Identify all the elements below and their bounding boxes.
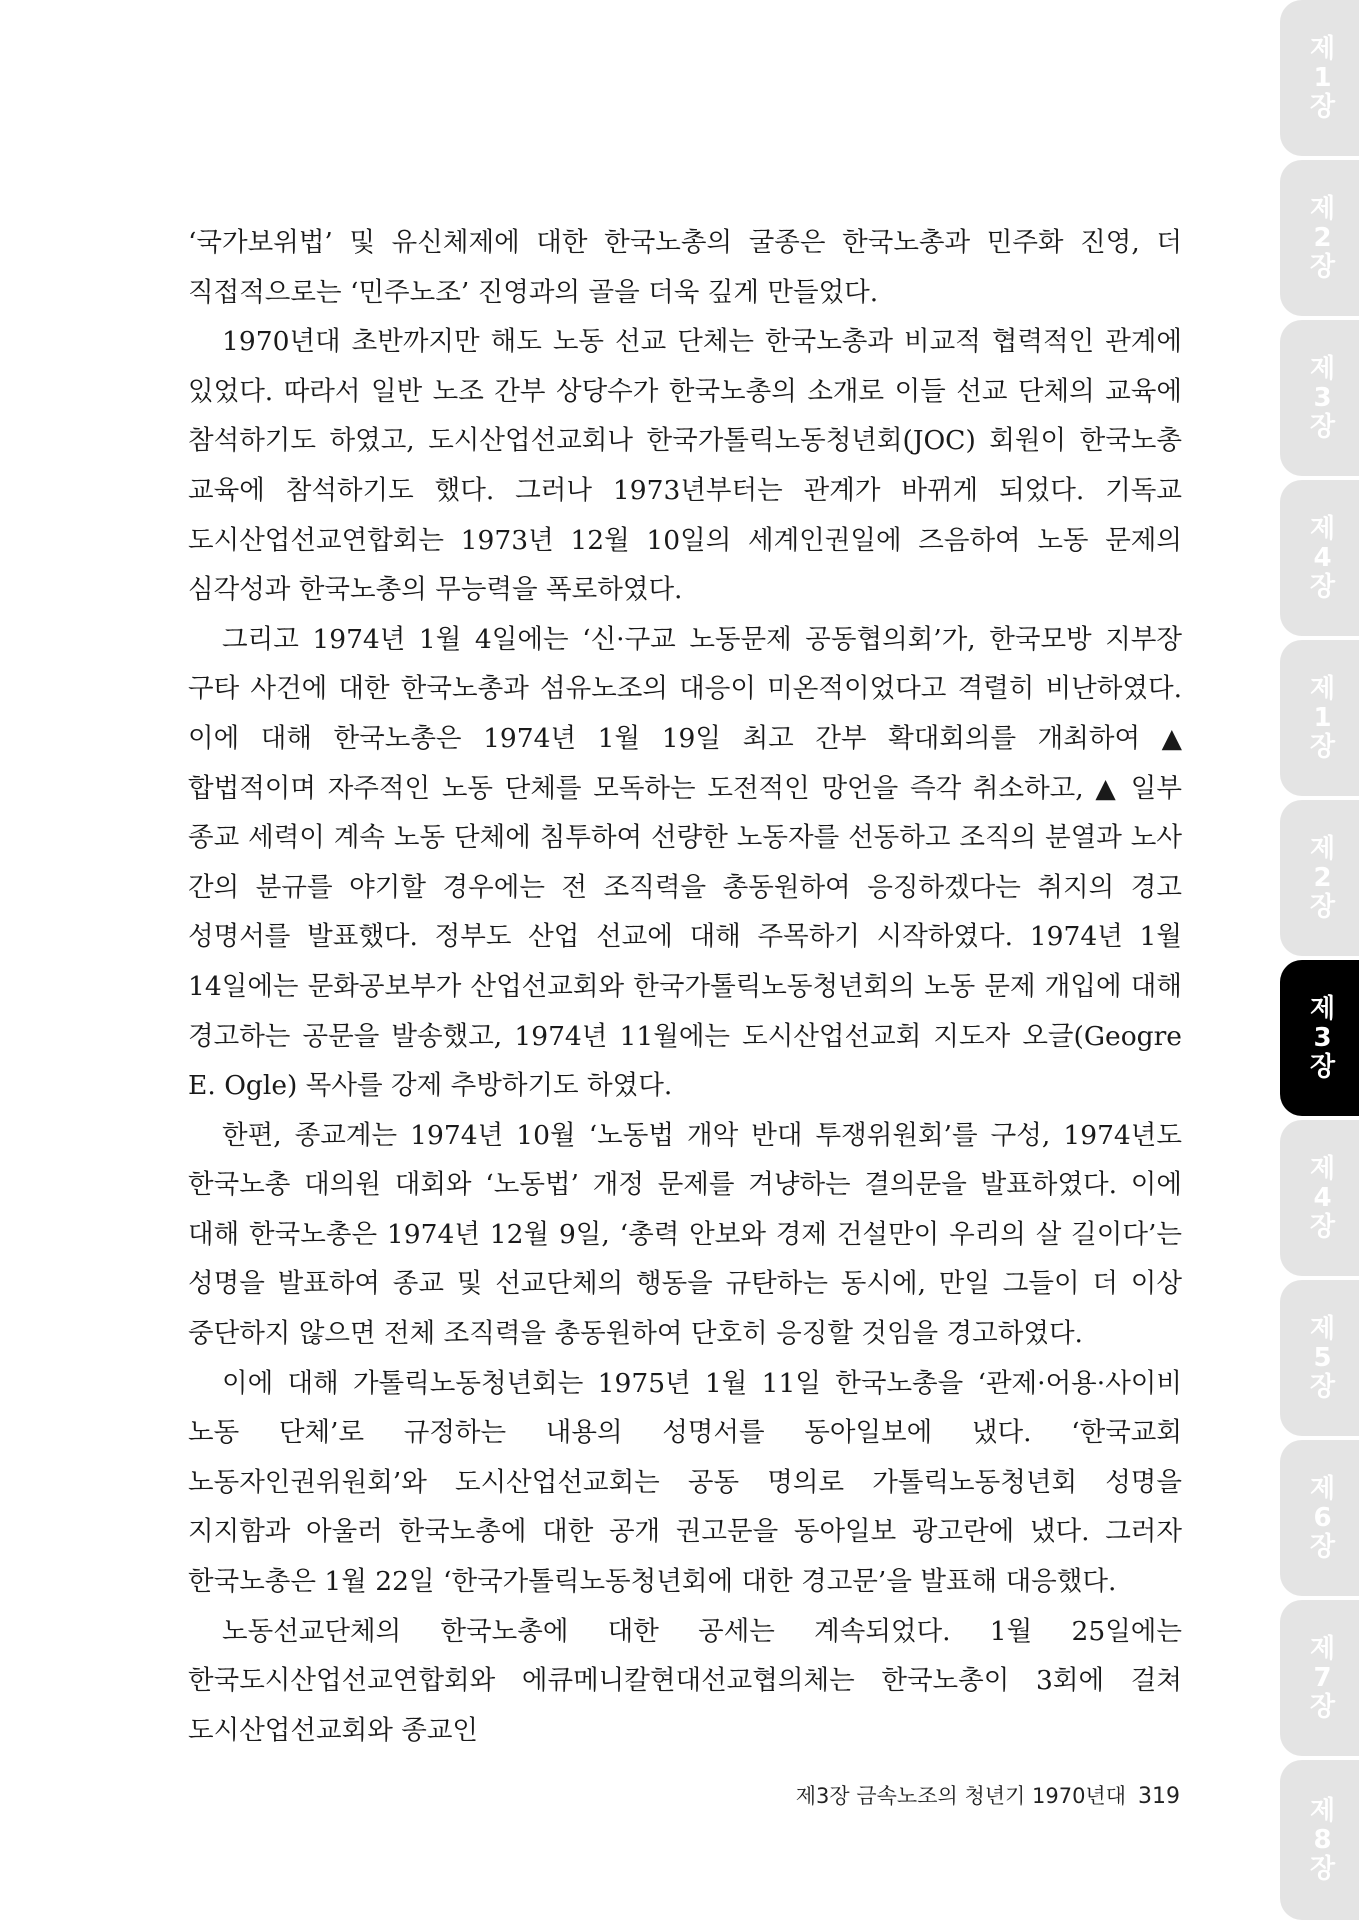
chapter-tab-2[interactable] (1280, 160, 1359, 316)
tab-number: 4 (1313, 542, 1332, 573)
tab-suffix: 장 (1309, 1691, 1336, 1722)
chapter-tab-4[interactable] (1280, 480, 1359, 636)
tab-number: 4 (1313, 1182, 1332, 1213)
tab-number: 8 (1313, 1824, 1332, 1855)
paragraph-6: 노동선교단체의 한국노총에 대한 공세는 계속되었다. 1월 25일에는 한국도시산업선교연합회와 에큐메니칼현대선교협의체는 한국노총이 3회에 걸쳐 도시산업선교회와 종교인 (188, 1615, 1182, 1746)
tab-suffix: 장 (1309, 731, 1336, 762)
tab-number: 2 (1313, 222, 1332, 253)
chapter-tab-9[interactable] (1280, 1280, 1359, 1436)
tab-number: 2 (1313, 862, 1332, 893)
tab-number: 1 (1313, 702, 1332, 733)
tab-number: 6 (1313, 1502, 1332, 1533)
tab-prefix: 제 (1309, 33, 1336, 64)
paragraph-1: ‘국가보위법’ 및 유신체제에 대한 한국노총의 굴종은 한국노총과 민주화 진영, 더 직접적으로는 ‘민주노조’ 진영과의 골을 더욱 깊게 만들었다. (188, 227, 1182, 308)
tab-suffix: 장 (1309, 1211, 1336, 1242)
tab-prefix: 제 (1309, 993, 1336, 1024)
tab-suffix: 장 (1309, 1853, 1336, 1884)
tab-number: 7 (1313, 1662, 1332, 1693)
chapter-tab-5[interactable] (1280, 640, 1359, 796)
tab-prefix: 제 (1309, 513, 1336, 544)
tab-suffix: 장 (1309, 411, 1336, 442)
tab-prefix: 제 (1309, 673, 1336, 704)
tab-suffix: 장 (1309, 1051, 1336, 1082)
tab-prefix: 제 (1309, 193, 1336, 224)
tab-suffix: 장 (1309, 1371, 1336, 1402)
page-number: 319 (1138, 1784, 1180, 1809)
page-footer (700, 1780, 1180, 1810)
chapter-tabs (1280, 0, 1359, 1920)
chapter-tab-7-active[interactable] (1280, 960, 1359, 1116)
chapter-tab-1[interactable] (1280, 0, 1359, 156)
tab-prefix: 제 (1309, 1633, 1336, 1664)
tab-number: 1 (1313, 62, 1332, 93)
tab-suffix: 장 (1309, 251, 1336, 282)
tab-prefix: 제 (1309, 353, 1336, 384)
chapter-tab-11[interactable] (1280, 1600, 1359, 1756)
tab-prefix: 제 (1309, 1473, 1336, 1504)
tab-prefix: 제 (1309, 1313, 1336, 1344)
running-title: 제3장 금속노조의 청년기 1970년대 (795, 1784, 1126, 1808)
chapter-tab-3[interactable] (1280, 320, 1359, 476)
paragraph-4: 한편, 종교계는 1974년 10월 ‘노동법 개악 반대 투쟁위원회’를 구성, 1974년도 한국노총 대의원 대회와 ‘노동법’ 개정 문제를 겨냥하는 결의문을 발표하였다. 이에 대해 한국노총은 1974년 12월 9일, ‘총력 안보와 경제 건설만이 우리의 살 길이다’는 성명을 발표하여 종교 및 선교단체의 행동을 규탄하는 동시에, 만일 그들이 더 이상 중단하지 않으면 전체 조직력을 총동원하여 단호히 응징할 것임을 경고하였다. (188, 1119, 1182, 1350)
paragraph-2: 1970년대 초반까지만 해도 노동 선교 단체는 한국노총과 비교적 협력적인 관계에 있었다. 따라서 일반 노조 간부 상당수가 한국노총의 소개로 이들 선교 단체의 교육에 참석하기도 하였고, 도시산업선교회나 한국가톨릭노동청년회(JOC) 회원이 한국노총 교육에 참석하기도 했다. 그러나 1973년부터는 관계가 바뀌게 되었다. 기독교 도시산업선교연합회는 1973년 12월 10일의 세계인권일에 즈음하여 노동 문제의 심각성과 한국노총의 무능력을 폭로하였다. (188, 326, 1182, 606)
paragraph-3: 그리고 1974년 1월 4일에는 ‘신·구교 노동문제 공동협의회’가, 한국모방 지부장 구타 사건에 대한 한국노총과 섬유노조의 대응이 미온적이었다고 격렬히 비난하였다. 이에 대해 한국노총은 1974년 1월 19일 최고 간부 확대회의를 개최하여 ▲ 합법적이며 자주적인 노동 단체를 모독하는 도전적인 망언을 즉각 취소하고, ▲ 일부 종교 세력이 계속 노동 단체에 침투하여 선량한 노동자를 선동하고 조직의 분열과 노사 간의 분규를 야기할 경우에는 전 조직력을 총동원하여 응징하겠다는 취지의 경고 성명서를 발표했다. 정부도 산업 선교에 대해 주목하기 시작하였다. 1974년 1월 14일에는 문화공보부가 산업선교회와 한국가톨릭노동청년회의 노동 문제 개입에 대해 경고하는 공문을 발송했고, 1974년 11월에는 도시산업선교회 지도자 오글(Geogre E. Ogle) 목사를 강제 추방하기도 하였다. (188, 623, 1182, 1102)
tab-suffix: 장 (1309, 571, 1336, 602)
tab-prefix: 제 (1309, 1153, 1336, 1184)
tab-number: 3 (1313, 382, 1332, 413)
tab-number: 3 (1313, 1022, 1332, 1053)
chapter-tab-8[interactable] (1280, 1120, 1359, 1276)
tab-suffix: 장 (1309, 891, 1336, 922)
chapter-tab-12[interactable] (1280, 1760, 1359, 1920)
tab-number: 5 (1313, 1342, 1332, 1373)
body-text (188, 218, 1182, 1755)
chapter-tab-6[interactable] (1280, 800, 1359, 956)
paragraph-5: 이에 대해 가톨릭노동청년회는 1975년 1월 11일 한국노총을 ‘관제·어용·사이비 노동 단체’로 규정하는 내용의 성명서를 동아일보에 냈다. ‘한국교회 노동자인권위원회’와 도시산업선교회는 공동 명의로 가톨릭노동청년회 성명을 지지함과 아울러 한국노총에 대한 공개 권고문을 동아일보 광고란에 냈다. 그러자 한국노총은 1월 22일 ‘한국가톨릭노동청년회에 대한 경고문’을 발표해 대응했다. (188, 1367, 1182, 1598)
chapter-tab-10[interactable] (1280, 1440, 1359, 1596)
tab-prefix: 제 (1309, 1795, 1336, 1826)
tab-suffix: 장 (1309, 91, 1336, 122)
tab-suffix: 장 (1309, 1531, 1336, 1562)
tab-prefix: 제 (1309, 833, 1336, 864)
